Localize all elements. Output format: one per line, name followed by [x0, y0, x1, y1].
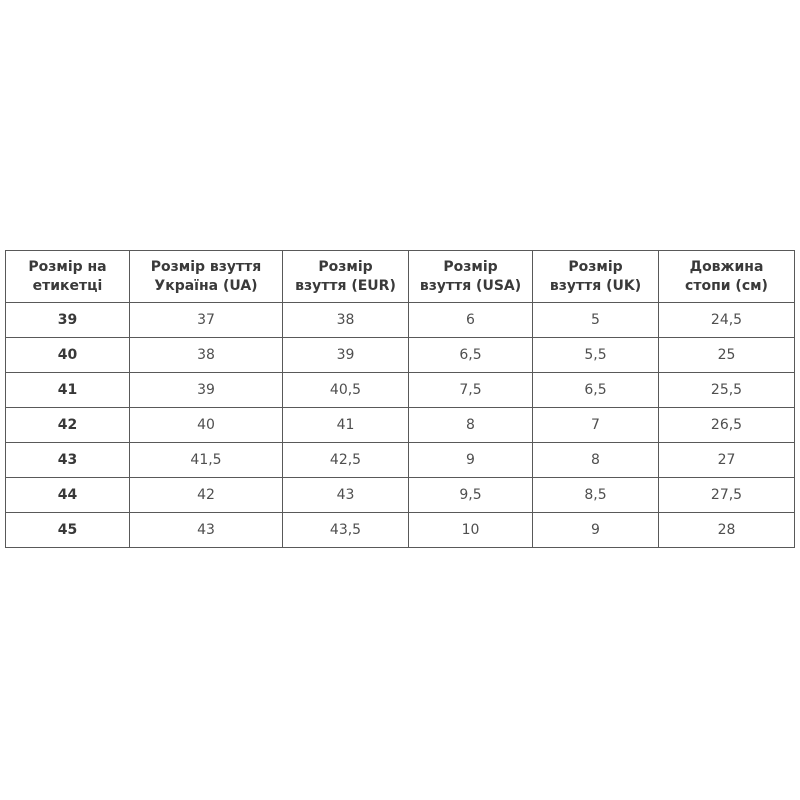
- table-cell-label-size: 40: [6, 338, 130, 373]
- table-row: [6, 338, 795, 373]
- table-cell: 24,5: [659, 303, 795, 338]
- header-line: Україна (UA): [154, 277, 258, 294]
- table-cell-label-size: 41: [6, 373, 130, 408]
- table-cell: 8: [409, 408, 533, 443]
- table-cell: 27,5: [659, 478, 795, 513]
- header-line: взуття (USA): [419, 277, 522, 294]
- header-line: Розмір: [568, 258, 623, 275]
- table-cell: 39: [283, 338, 409, 373]
- table-cell: 8,5: [533, 478, 659, 513]
- table-cell: 43,5: [283, 513, 409, 548]
- table-cell-label-size: 45: [6, 513, 130, 548]
- table-header-row: [6, 251, 795, 303]
- column-header-foot-length: [659, 251, 795, 303]
- table-row: [6, 443, 795, 478]
- table-cell: 39: [130, 373, 283, 408]
- table-cell: 40,5: [283, 373, 409, 408]
- table-row: [6, 478, 795, 513]
- column-header-label-size: [6, 251, 130, 303]
- table-cell: 38: [130, 338, 283, 373]
- header-line: взуття (EUR): [295, 277, 396, 294]
- table-cell: 25,5: [659, 373, 795, 408]
- header-line: Довжина: [689, 258, 764, 275]
- table-cell-label-size: 39: [6, 303, 130, 338]
- table-cell: 41,5: [130, 443, 283, 478]
- table-cell: 9,5: [409, 478, 533, 513]
- table-cell: 9: [409, 443, 533, 478]
- table-cell: 10: [409, 513, 533, 548]
- header-line: Розмір: [318, 258, 373, 275]
- column-header-eur-size: [283, 251, 409, 303]
- column-header-ua-size: [130, 251, 283, 303]
- column-header-uk-size: [533, 251, 659, 303]
- table-cell: 28: [659, 513, 795, 548]
- table-cell: 38: [283, 303, 409, 338]
- table-cell-label-size: 42: [6, 408, 130, 443]
- table-row: [6, 408, 795, 443]
- table-cell: 5: [533, 303, 659, 338]
- table-cell: 6,5: [409, 338, 533, 373]
- table-cell-label-size: 44: [6, 478, 130, 513]
- size-conversion-table: [5, 250, 795, 548]
- column-header-usa-size: [409, 251, 533, 303]
- table-cell: 27: [659, 443, 795, 478]
- table-cell: 7: [533, 408, 659, 443]
- table-row: [6, 373, 795, 408]
- table-row: [6, 513, 795, 548]
- header-line: стопи (см): [685, 277, 768, 294]
- table-cell: 25: [659, 338, 795, 373]
- table-cell: 5,5: [533, 338, 659, 373]
- table-cell: 37: [130, 303, 283, 338]
- header-line: етикетці: [32, 277, 103, 294]
- table-cell: 42: [130, 478, 283, 513]
- table-cell: 26,5: [659, 408, 795, 443]
- header-line: Розмір: [443, 258, 498, 275]
- table-cell: 42,5: [283, 443, 409, 478]
- table-row: [6, 303, 795, 338]
- table-cell: 41: [283, 408, 409, 443]
- table-cell: 6,5: [533, 373, 659, 408]
- table-cell: 43: [130, 513, 283, 548]
- header-line: Розмір на: [28, 258, 107, 275]
- table-cell: 40: [130, 408, 283, 443]
- table-cell: 43: [283, 478, 409, 513]
- table-cell: 6: [409, 303, 533, 338]
- header-line: взуття (UK): [549, 277, 642, 294]
- table-cell: 8: [533, 443, 659, 478]
- header-line: Розмір взуття: [150, 258, 262, 275]
- table-cell: 9: [533, 513, 659, 548]
- table-cell-label-size: 43: [6, 443, 130, 478]
- table-cell: 7,5: [409, 373, 533, 408]
